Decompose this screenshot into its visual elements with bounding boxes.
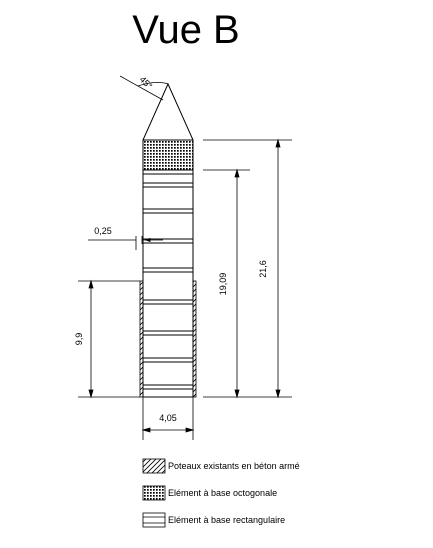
rectangular-element (143, 170, 193, 397)
legend-swatch-bands (143, 513, 165, 527)
existing-post-left (140, 281, 143, 397)
existing-height-dimension (78, 281, 140, 397)
legend-label-rectangular: Elément à base rectangulaire (168, 515, 286, 525)
offset-label: 0,25 (94, 226, 112, 236)
octagonal-element (143, 140, 193, 170)
angle-label: 45° (137, 74, 155, 92)
existing-post-right (193, 281, 196, 397)
total-height-dimension (203, 140, 292, 397)
legend-swatch-dots (143, 486, 165, 500)
legend (143, 459, 300, 527)
legend-swatch-hatch (143, 459, 165, 473)
roof-triangle (143, 84, 193, 140)
legend-label-existing-posts: Poteaux existants en béton armé (168, 461, 300, 471)
total-height-label: 21,6 (258, 260, 268, 278)
width-label: 4,05 (159, 413, 177, 423)
existing-height-label: 9,9 (74, 332, 84, 346)
mid-height-label: 19,09 (218, 272, 228, 296)
legend-label-octagonal: Elément à base octogonale (168, 488, 278, 498)
view-title: Vue B (132, 8, 240, 52)
